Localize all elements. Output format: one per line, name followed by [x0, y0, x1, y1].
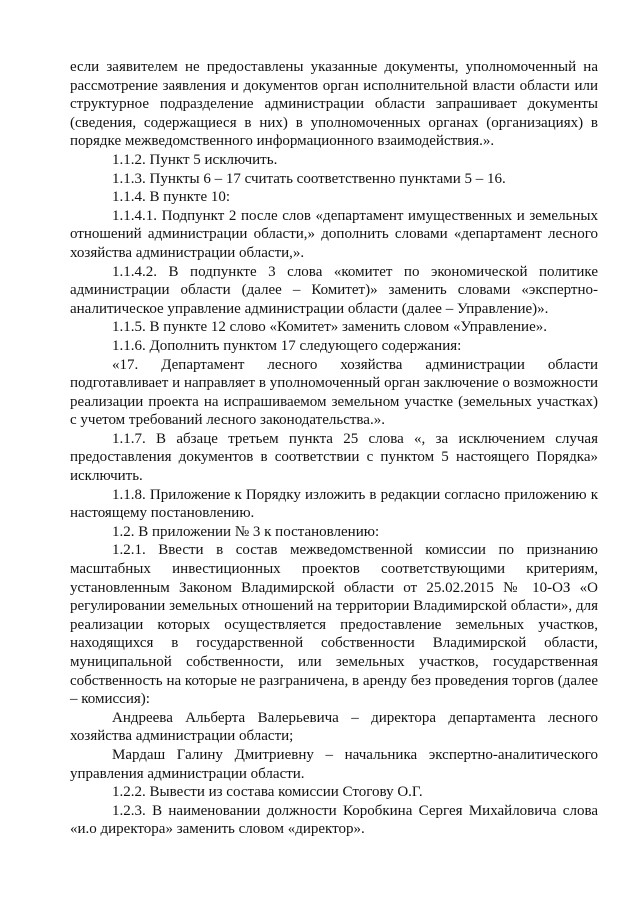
paragraph-continuation: если заявителем не предоставлены указанные документы, уполномоченный на рассмотрение заявления и документов орган исполнительной власти области или структурное подразделение администрации области запрашивает документы (сведения, содержащиеся в них) в уполномоченных органах (организациях) в порядке межведомственного информационного взаимодействия.».	[70, 59, 598, 150]
paragraph-1-2-3: 1.2.3. В наименовании должности Коробкина Сергея Михайловича слова «и.о директора» заменить словом «директор».	[70, 802, 598, 838]
paragraph-1-1-7: 1.1.7. В абзаце третьем пункта 25 слова «, за исключением случая предоставления документов в соответствии с пунктом 5 настоящего Порядка» исключить.	[70, 430, 598, 485]
paragraph-1-1-5: 1.1.5. В пункте 12 слово «Комитет» заменить словом «Управление».	[112, 319, 547, 336]
paragraph-1-1-4-1: 1.1.4.1. Подпункт 2 после слов «департамент имущественных и земельных отношений администрации области,» дополнить словами «департамент лесного хозяйства администрации области,».	[70, 207, 598, 261]
paragraph-member-mardash: Мардаш Галину Дмитриевну – начальника экспертно-аналитического управления администрации области.	[70, 746, 598, 782]
paragraph-1-2-2: 1.2.2. Вывести из состава комиссии Стогову О.Г.	[112, 784, 423, 801]
paragraph-1-1-2: 1.1.2. Пункт 5 исключить.	[112, 151, 278, 168]
paragraph-1-1-6: 1.1.6. Дополнить пунктом 17 следующего содержания:	[112, 337, 462, 354]
paragraph-1-1-8: 1.1.8. Приложение к Порядку изложить в редакции согласно приложению к настоящему постановлению.	[70, 486, 598, 522]
paragraph-1-1-3: 1.1.3. Пункты 6 – 17 считать соответственно пунктами 5 – 16.	[112, 170, 506, 187]
paragraph-1-1-4-2: 1.1.4.2. В подпункте 3 слова «комитет по экономической политике администрации области (далее – Комитет)» заменить словами «экспертно-аналитическое управление администрации области (далее – Управление)».	[70, 263, 598, 317]
paragraph-item-17: «17. Департамент лесного хозяйства администрации области подготавливает и направляет в уполномоченный орган заключение о возможности реализации проекта на испрашиваемом земельном участке (земельных участках) с учетом требований лесного законодательства.».	[70, 356, 598, 429]
paragraph-1-2: 1.2. В приложении № 3 к постановлению:	[112, 523, 380, 540]
paragraph-1-2-1: 1.2.1. Ввести в состав межведомственной комиссии по признанию масштабных инвестиционных проектов соответствующими критериям, установленным Законом Владимирской области от 25.02.2015 № 10-ОЗ «О регулировании земельных отношений на территории Владимирской области», для реализации которых осуществляется предоставление земельных участков, находящихся в государственной собственности Владимирской области, муниципальной собственности, или земельных участков, государственная собственность на которые не разграничена, в аренду без проведения торгов (далее – комиссия):	[70, 542, 598, 708]
paragraph-member-andreev: Андреева Альберта Валерьевича – директора департамента лесного хозяйства администрации области;	[70, 709, 598, 745]
document-body	[70, 58, 598, 839]
paragraph-1-1-4: 1.1.4. В пункте 10:	[112, 189, 231, 206]
